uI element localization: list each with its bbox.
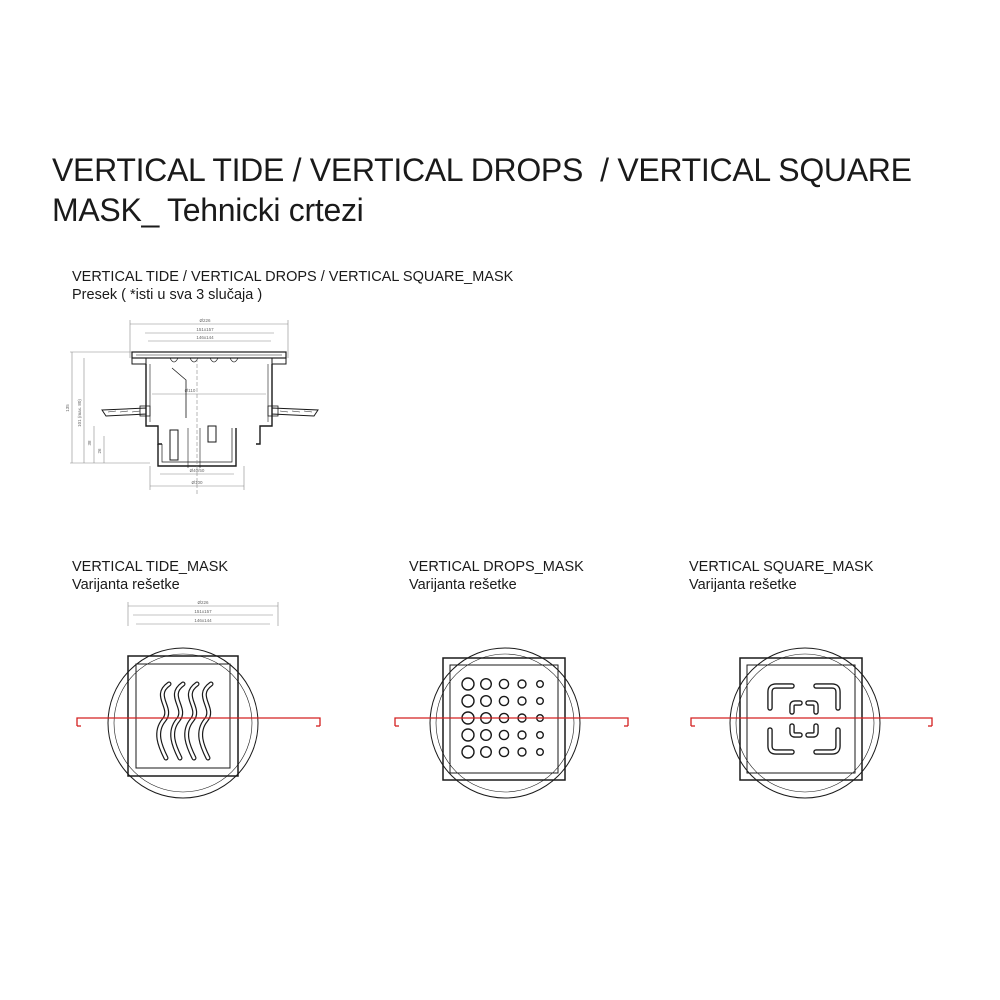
plan-dimensions-tide <box>128 600 278 626</box>
variant-caption-tide <box>72 558 228 594</box>
dim-top-mid: 151x157 <box>196 327 214 332</box>
drop-hole <box>481 730 492 741</box>
grate-frame <box>740 658 862 780</box>
drop-hole <box>537 732 544 739</box>
drain-body-section <box>146 364 272 444</box>
plan-view-drops <box>388 596 658 876</box>
drop-hole <box>481 679 492 690</box>
drop-hole <box>481 747 492 758</box>
variant-caption-square <box>689 558 874 594</box>
plan-dim-inner-tide: 146x144 <box>194 618 212 623</box>
page-title-line-2: MASK_ Tehnicki crtezi <box>52 192 364 228</box>
drop-hole <box>499 679 508 688</box>
grate-frame <box>128 656 238 776</box>
drop-hole <box>518 748 526 756</box>
square-slots-inner <box>770 686 838 752</box>
dim-outlet-outer: Ø100 <box>191 480 203 485</box>
side-dimensions <box>65 352 150 463</box>
drop-hole <box>499 747 508 756</box>
page-title <box>52 150 972 230</box>
drop-hole <box>518 731 526 739</box>
drop-hole <box>518 680 526 688</box>
section-line-tide <box>77 718 320 726</box>
outer-flange-circle <box>730 648 880 798</box>
variant-subtitle-drops: Varijanta rešetke <box>409 577 517 593</box>
section-subheading: Presek ( *isti u sva 3 slučaja ) <box>72 287 263 303</box>
dim-outlet-inner: Ø40/50 <box>189 468 205 473</box>
drop-hole <box>462 729 474 741</box>
plan-dim-overall-tide: Ø226 <box>197 600 209 605</box>
grate-frame-section <box>132 352 286 364</box>
dim-height-outlet: 26 <box>97 448 102 454</box>
square-slots <box>770 686 838 752</box>
dim-top-inner: 146x144 <box>196 335 214 340</box>
variant-name-tide: VERTICAL TIDE_MASK <box>72 559 229 575</box>
plan-dim-mid-tide: 151x157 <box>194 609 212 614</box>
section-line-square <box>691 718 932 726</box>
dim-height-adj: 101 (max. 80) <box>77 399 82 427</box>
section-heading: VERTICAL TIDE / VERTICAL DROPS / VERTICAL SQUARE_MASK <box>72 269 514 285</box>
plan-view-square <box>684 596 954 876</box>
variant-subtitle-tide: Varijanta rešetke <box>72 577 180 593</box>
drop-hole <box>537 698 544 705</box>
drop-hole <box>462 678 474 690</box>
drop-hole <box>537 749 544 756</box>
dim-top-overall: Ø226 <box>199 318 211 323</box>
variant-name-square: VERTICAL SQUARE_MASK <box>689 559 874 575</box>
drop-hole <box>499 696 508 705</box>
variant-caption-drops <box>409 558 584 594</box>
drop-hole <box>462 746 474 758</box>
drop-hole <box>537 681 544 688</box>
cross-section-drawing <box>60 318 300 498</box>
drop-hole <box>518 697 526 705</box>
page-title-line-1: VERTICAL TIDE / VERTICAL DROPS / VERTICAL SQUARE <box>52 152 912 188</box>
variant-subtitle-square: Varijanta rešetke <box>689 577 797 593</box>
dim-height-total: 135 <box>65 404 70 412</box>
plan-view-tide <box>70 596 340 876</box>
drop-hole <box>462 695 474 707</box>
drop-hole <box>499 730 508 739</box>
drop-hole <box>481 696 492 707</box>
outlet-trap-section <box>150 358 244 494</box>
dim-height-seal: 38 <box>87 440 92 446</box>
dim-pipe-inner: Ø110 <box>184 388 196 393</box>
grate-frame <box>443 658 565 780</box>
membrane-flange <box>102 406 318 416</box>
section-caption <box>72 268 513 304</box>
variant-name-drops: VERTICAL DROPS_MASK <box>409 559 584 575</box>
